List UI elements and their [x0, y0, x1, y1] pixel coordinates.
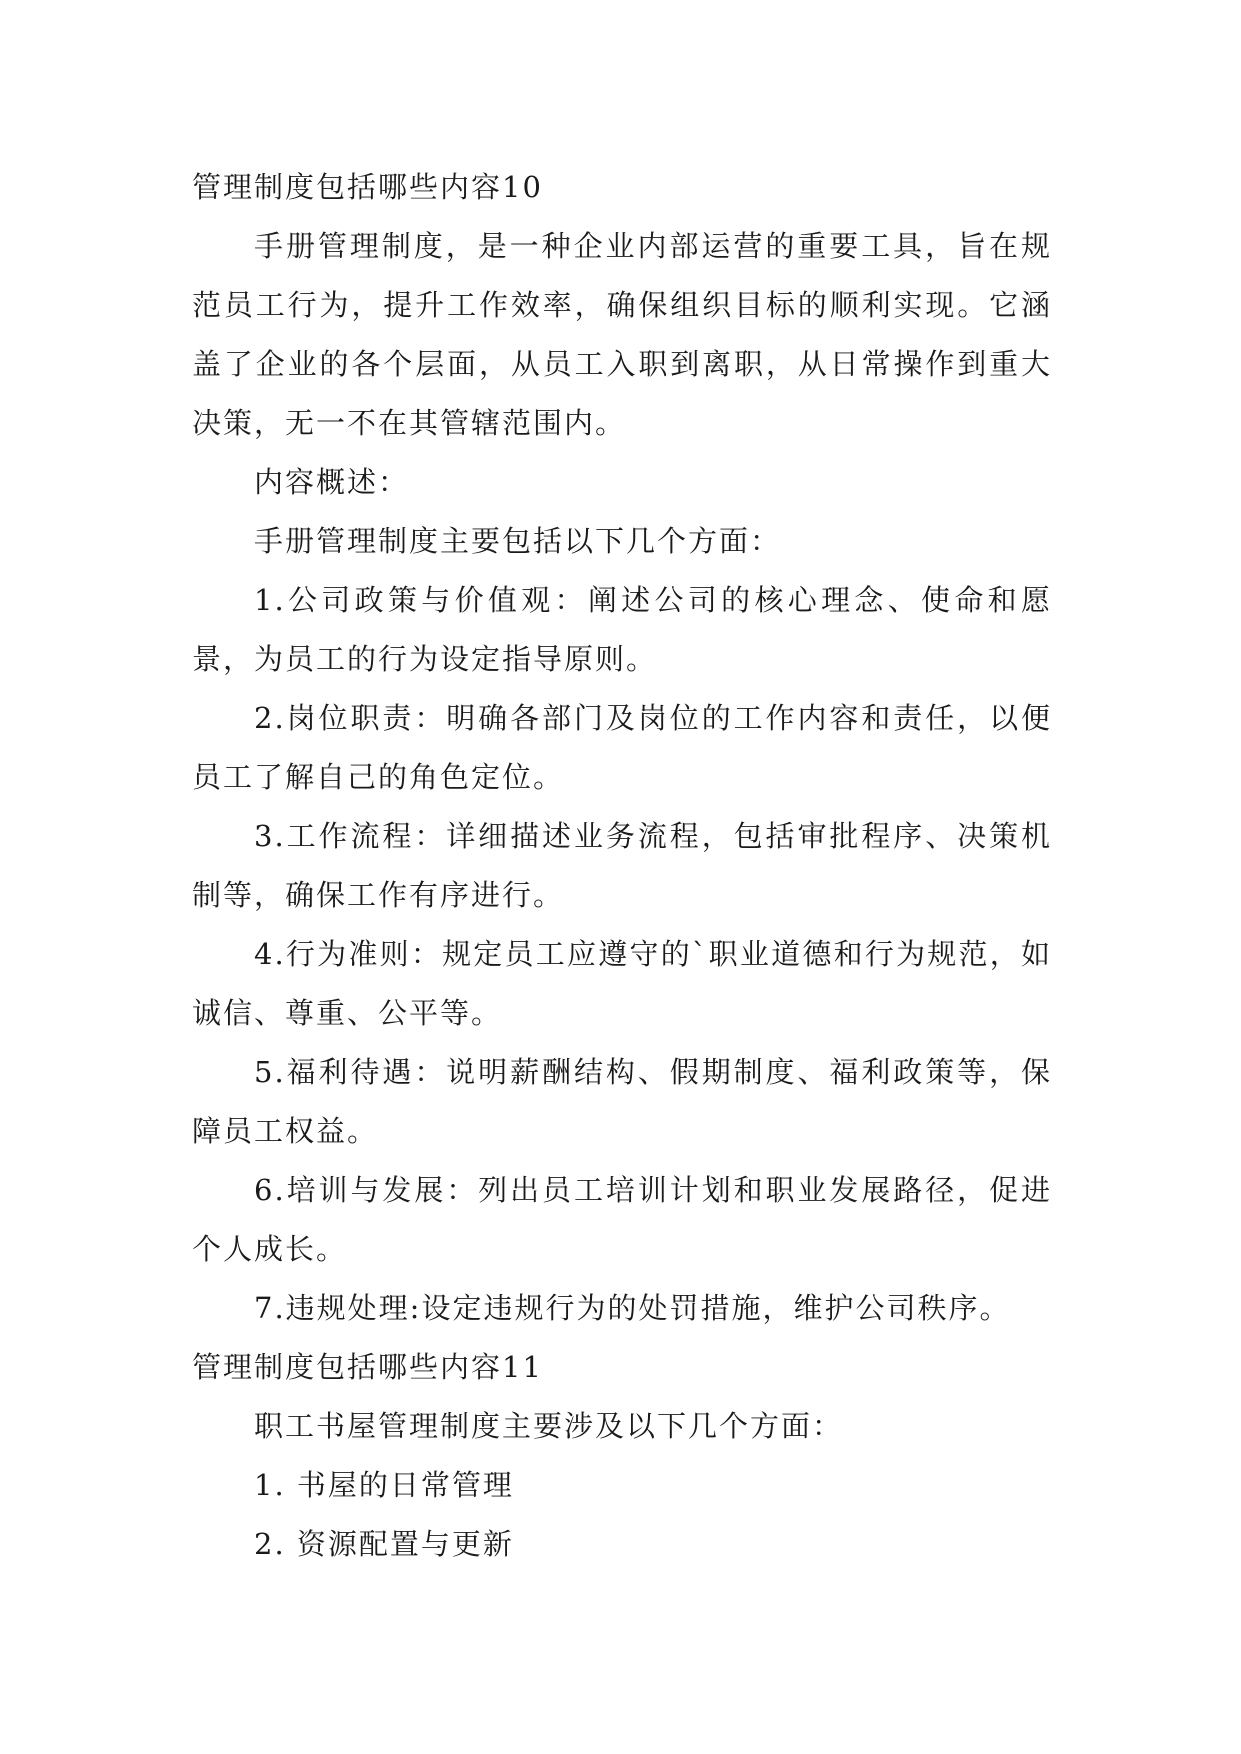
section-10-intro: 手册管理制度，是一种企业内部运营的重要工具，旨在规范员工行为，提升工作效率，确保组织目标的顺利实现。它涵盖了企业的各个层面，从员工入职到离职，从日常操作到重大决策，无一不在其管辖范围内。 [192, 229, 1052, 440]
document-body [192, 158, 1052, 1574]
section-10-item-1: 1.公司政策与价值观：阐述公司的核心理念、使命和愿景，为员工的行为设定指导原则。 [192, 583, 1052, 676]
section-10-overview-label: 内容概述： [254, 465, 410, 499]
section-10-item-3: 3.工作流程：详细描述业务流程，包括审批程序、决策机制等，确保工作有序进行。 [192, 819, 1052, 912]
section-10-title: 管理制度包括哪些内容10 [192, 170, 543, 204]
section-10-item-4: 4.行为准则：规定员工应遵守的`职业道德和行为规范，如诚信、尊重、公平等。 [192, 937, 1052, 1030]
section-10-item-2: 2.岗位职责：明确各部门及岗位的工作内容和责任，以便员工了解自己的角色定位。 [192, 701, 1052, 794]
section-10-item-7: 7.违规处理:设定违规行为的处罚措施，维护公司秩序。 [254, 1291, 1011, 1325]
section-11-title: 管理制度包括哪些内容11 [192, 1350, 543, 1384]
section-11-lead: 职工书屋管理制度主要涉及以下几个方面： [254, 1409, 844, 1443]
section-10-item-5: 5.福利待遇：说明薪酬结构、假期制度、福利政策等，保障员工权益。 [192, 1055, 1052, 1148]
section-10-overview-lead: 手册管理制度主要包括以下几个方面： [254, 524, 782, 558]
section-11-item-1: 1. 书屋的日常管理 [254, 1468, 514, 1502]
section-10-item-6: 6.培训与发展：列出员工培训计划和职业发展路径，促进个人成长。 [192, 1173, 1052, 1266]
section-11-item-2: 2. 资源配置与更新 [254, 1527, 514, 1561]
